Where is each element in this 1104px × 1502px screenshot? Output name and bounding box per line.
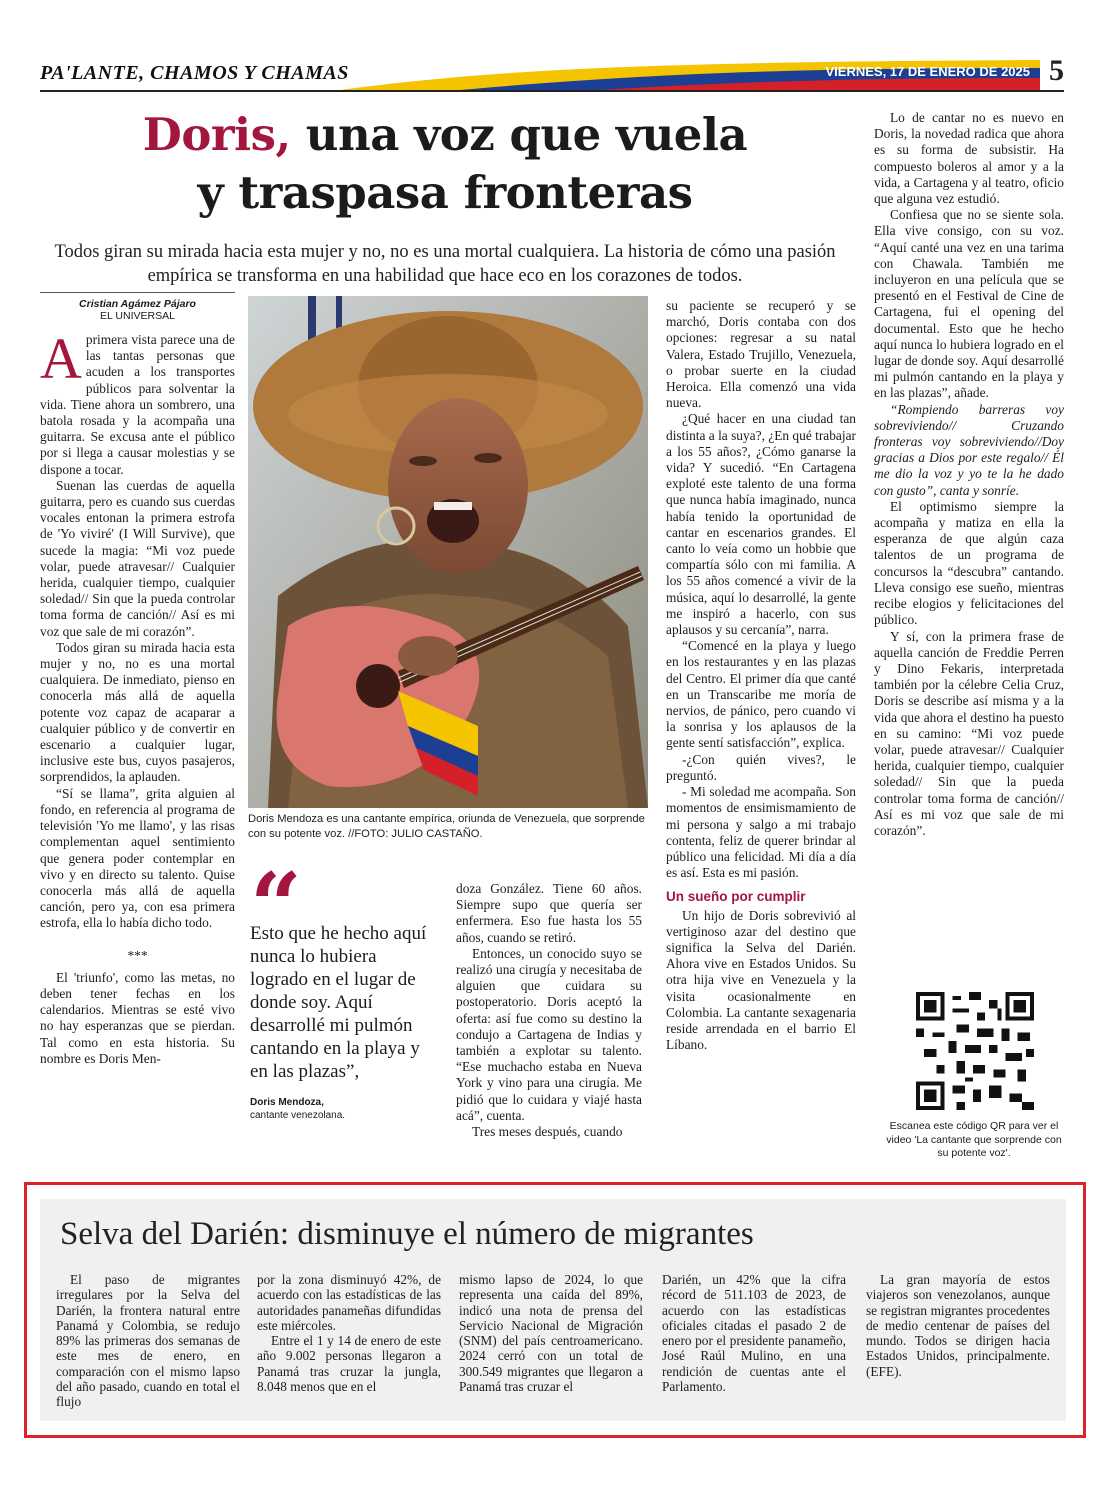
photo-doris-mendoza bbox=[248, 296, 648, 808]
col1-paragraph-1: primera vista parece una de las tantas personas que acuden a los transportes públicos para solventar la vida. Tiene ahora un sombrero, una batola rosada y la acompaña una guitarra. Se excusa ante el público por si llega a causar molestias y se dispone a tocar. bbox=[40, 332, 235, 477]
col5-paragraph-5: Y sí, con la primera frase de aquella canción de Freddie Perren y Dino Fekaris, interpretada también por la célebre Celia Cruz, Doris se describe así misma y a la vida que ahora el destino ha puesto en su camino: “Mi voz puede volar, puede atravesar// Cualquier herida, cualquier tiempo, cualquier soledad// Sin que la pueda controlar toma forma de canción// Así es mi voz que sale de mi corazón”. bbox=[874, 628, 1064, 838]
section-name: PA'LANTE, CHAMOS Y CHAMAS bbox=[40, 62, 349, 84]
pull-quote-attribution bbox=[250, 1096, 435, 1122]
byline-author: Cristian Agámez Pájaro bbox=[79, 298, 196, 310]
col5-paragraph-1: Lo de cantar no es nuevo en Doris, la novedad radica que ahora es su forma de subsistir. Ha compuesto boleros al amor y a la vida, a Cartagena y al teatro, oficio que alguna vez estudió. bbox=[874, 110, 1064, 207]
pull-quote-role: cantante venezolana. bbox=[250, 1110, 346, 1121]
col1-paragraph-4: “Sí se llama”, grita alguien al fondo, en referencia al programa de televisión 'Yo me llamo', y las risas complementan aquel sentimiento que genera poder contemplar en vivo y en directo su talento. Quise conocerla más allá de aquella canción, pero ya, con esa primera estrofa, ella lo había dicho todo. bbox=[40, 785, 235, 931]
col1-paragraph-2: Suenan las cuerdas de aquella guitarra, pero es cuando sus cuerdas vocales entonan la primera estrofa de 'Yo viviré' (I Will Survive), que sucede la magia: “Mi voz puede volar, puede atravesar// Cualquier herida, cualquier tiempo, cualquier soledad// Sin que la pueda controlar toma forma de canción// Así es mi voz que sale de mi corazón”. bbox=[40, 477, 235, 639]
col3-paragraph-3: Tres meses después, cuando bbox=[472, 1124, 623, 1140]
sidebar-col4-text: Darién, un 42% que la cifra récord de 511.103 de 2023, de acuerdo con las estadísticas oficiales citadas el pasado 2 de enero por el presidente panameño, José Raúl Mulino, en una rendición de cuentas ante el Parlamento. bbox=[662, 1272, 846, 1395]
col3-paragraph-2: Entonces, un conocido suyo se realizó una cirugía y necesitaba de alguien que cuidara su postoperatorio. Doris aceptó la oferta: así fue como su destino la condujo a Cartagena de Indias y también a explotar su talento. “Ese muchacho estaba en Nueva York y vino para una cirugía. Me pidió que lo cuidara y viajé hasta acá”, cuenta. bbox=[456, 945, 642, 1123]
dropcap: A bbox=[40, 332, 82, 391]
col1-paragraph-5: El 'triunfo', como las metas, no deben tener fechas en los calendarios. Mientras se esté vivo no hay esperanzas que se pierdan. Tal como en esta historia. Su nombre es Doris Men- bbox=[40, 969, 235, 1066]
headline bbox=[40, 106, 850, 222]
sidebar-col2-paragraph-2: Entre el 1 y 14 de enero de este año 9.002 personas llegaron a Panamá tras cruzar la jungla, 8.048 menos que en el bbox=[257, 1333, 441, 1395]
col4-paragraph-4: -¿Con quién vives?, le preguntó. bbox=[666, 751, 856, 783]
sidebar-col3-text: mismo lapso de 2024, lo que representa una caída del 89%, indicó una nota de prensa del Servicio Nacional de Migración (SNM) del país centroamericano. 2024 cerró con un total de 300.549 migrantes que llegaron a Panamá tras cruzar el bbox=[459, 1272, 643, 1395]
photo-caption: Doris Mendoza es una cantante empírica, oriunda de Venezuela, que sorprende con su potente voz. //FOTO: JULIO CASTAÑO. bbox=[248, 813, 645, 840]
subhead-un-sueno: Un sueño por cumplir bbox=[666, 889, 806, 905]
col1-paragraph-3: Todos giran su mirada hacia esta mujer y no, no es una mortal cualquiera. De inmediato, pienso en conocerla más allá de aquella potente voz capaz de acaparar a cualquier público y de convertir en escenario a cualquier lugar, inclusive este bus, cuyos pasajeros, sorprendidos, la aplauden. bbox=[40, 639, 235, 785]
pull-quote-name: Doris Mendoza, bbox=[250, 1097, 324, 1108]
col5-paragraph-2: Confiesa que no se siente sola. Ella vive consigo, con su voz. “Aquí canté una vez en una tarima con Chawala. También me incluyeron en una película que se presentó en el Festival de Cine de Cartagena, fui el opening del documental. Esto que he hecho aquí nunca lo hubiera logrado en el lugar de donde soy. Aquí desarrollé mi pulmón cantando en la playa y en las plazas”, añade. bbox=[874, 207, 1064, 401]
headline-line1: una voz que vuela bbox=[290, 108, 748, 161]
pull-quote: Esto que he hecho aquí nunca lo hubiera logrado en el lugar de donde soy. Aquí desarrollé mi pulmón cantando en la playa y en las plazas”, bbox=[250, 923, 427, 1082]
col5-paragraph-3: “Rompiendo barreras voy sobreviviendo// Cruzando fronteras voy sobreviviendo//Doy gracias a Dios por este regalo// Él me dio la voz y yo te la he dado con gusto”, canta y sonríe. bbox=[874, 401, 1064, 498]
headline-accent: Doris, bbox=[142, 108, 291, 161]
byline-rule bbox=[40, 292, 235, 293]
sidebar-col1-text: El paso de migrantes irregulares por la Selva del Darién, la frontera natural entre Panamá y Colombia, se redujo 89% las primeras dos semanas de este mes de enero, en comparación con el mismo lapso del año pasado, cuando en total el flujo bbox=[56, 1272, 240, 1410]
byline bbox=[40, 298, 235, 322]
qr-caption: Escanea este código QR para ver el video 'La cantante que sorprende con su potente voz'. bbox=[886, 1120, 1062, 1159]
col4-paragraph-5: - Mi soledad me acompaña. Son momentos de ensimismamiento de mi persona y salgo a mi trabajo contenta, feliz de querer brindar al público una felicidad. Mi día a día es así. Esta es mi pasión. bbox=[666, 784, 856, 881]
byline-outlet: EL UNIVERSAL bbox=[100, 310, 175, 322]
col4-paragraph-6: Un hijo de Doris sobrevivió al vertiginoso azar del destino que significa la Selva del Darién. Ahora vive en Estados Unidos. Su otra hija vive en Venezuela y la visita ocasionalmente en Colombia. La cantante sexagenaria reside arrendada en el barrio El Líbano. bbox=[666, 907, 856, 1053]
article-column-5 bbox=[874, 110, 1064, 950]
col3-paragraph-1: doza González. Tiene 60 años. Siempre supo que quería ser enfermera. Eso fue hasta los 55 años, cuando se retiró. bbox=[456, 881, 642, 945]
col4-paragraph-1: su paciente se recuperó y se marchó, Doris contaba con dos opciones: regresar a su natal Valera, Estado Trujillo, Venezuela, o probar suerte en la ciudad Heroica. Ella comenzó una vida nueva. bbox=[666, 298, 856, 411]
sidebar-col2-paragraph-1: por la zona disminuyó 42%, de acuerdo con las estadísticas de las autoridades panameñas difundidas este miércoles. bbox=[257, 1272, 441, 1333]
section-separator: *** bbox=[127, 947, 148, 963]
article-dek: Todos giran su mirada hacia esta mujer y no, no es una mortal cualquiera. La historia de cómo una pasión empírica se transforma en una habilidad que hace eco en los corazones de todos. bbox=[54, 242, 836, 286]
col4-paragraph-2: ¿Qué hacer en una ciudad tan distinta a la suya?, ¿En qué trabajar a los 55 años?, ¿Cómo ganarse la vida? Y sucedió. “En Cartagena exploté este talento de una forma que nunca había imaginado, nunca había tenido la oportunidad de cantar en escenarios grandes. El canto lo veía como un hobbie que compartía sólo con mi familia. A los 55 años comencé a vivir de la música, aquí lo desarrollé, la gente me inspiró a hacerlo, con sus aplausos y su cercanía”, narra. bbox=[666, 411, 856, 638]
headline-line2: y traspasa fronteras bbox=[197, 166, 693, 219]
article-column-4 bbox=[666, 298, 856, 1172]
sidebar-column-3 bbox=[459, 1272, 643, 1394]
sidebar-column-4 bbox=[662, 1272, 846, 1394]
sidebar-col5-text: La gran mayoría de estos viajeros son venezolanos, aunque se registran migrantes procedentes de medio centenar de países del mundo. Todos se dirigen hacia Estados Unidos, principalmente. (EFE). bbox=[866, 1272, 1050, 1379]
article-column-3 bbox=[456, 881, 642, 1171]
issue-date: VIERNES, 17 DE ENERO DE 2025 bbox=[825, 64, 1030, 79]
col4-paragraph-3: “Comencé en la playa y luego en los restaurantes y en las plazas del Centro. El primer día que canté en un Transcaribe me moría de nervios, de pánico, pero cuando vi la sonrisa y los aplausos de la gente sentí satisfacción”, explica. bbox=[666, 638, 856, 751]
quote-mark-icon: “ bbox=[250, 853, 302, 959]
sidebar-column-2 bbox=[257, 1272, 441, 1394]
page-number: 5 bbox=[1049, 54, 1064, 87]
sidebar-column-5 bbox=[866, 1272, 1050, 1379]
qr-code[interactable] bbox=[916, 992, 1034, 1110]
header-rule bbox=[40, 90, 1064, 92]
article-column-1 bbox=[40, 332, 235, 1172]
sidebar-column-1 bbox=[56, 1272, 240, 1410]
sidebar-title: Selva del Darién: disminuye el número de migrantes bbox=[60, 1216, 754, 1252]
col5-paragraph-4: El optimismo siempre la acompaña y matiza en ella la esperanza de que algún caza talentos de un programa de concursos la “descubra” cantando. Lleva consigo ese sueño, mientras recibe elogios y felicitaciones del público. bbox=[874, 498, 1064, 628]
